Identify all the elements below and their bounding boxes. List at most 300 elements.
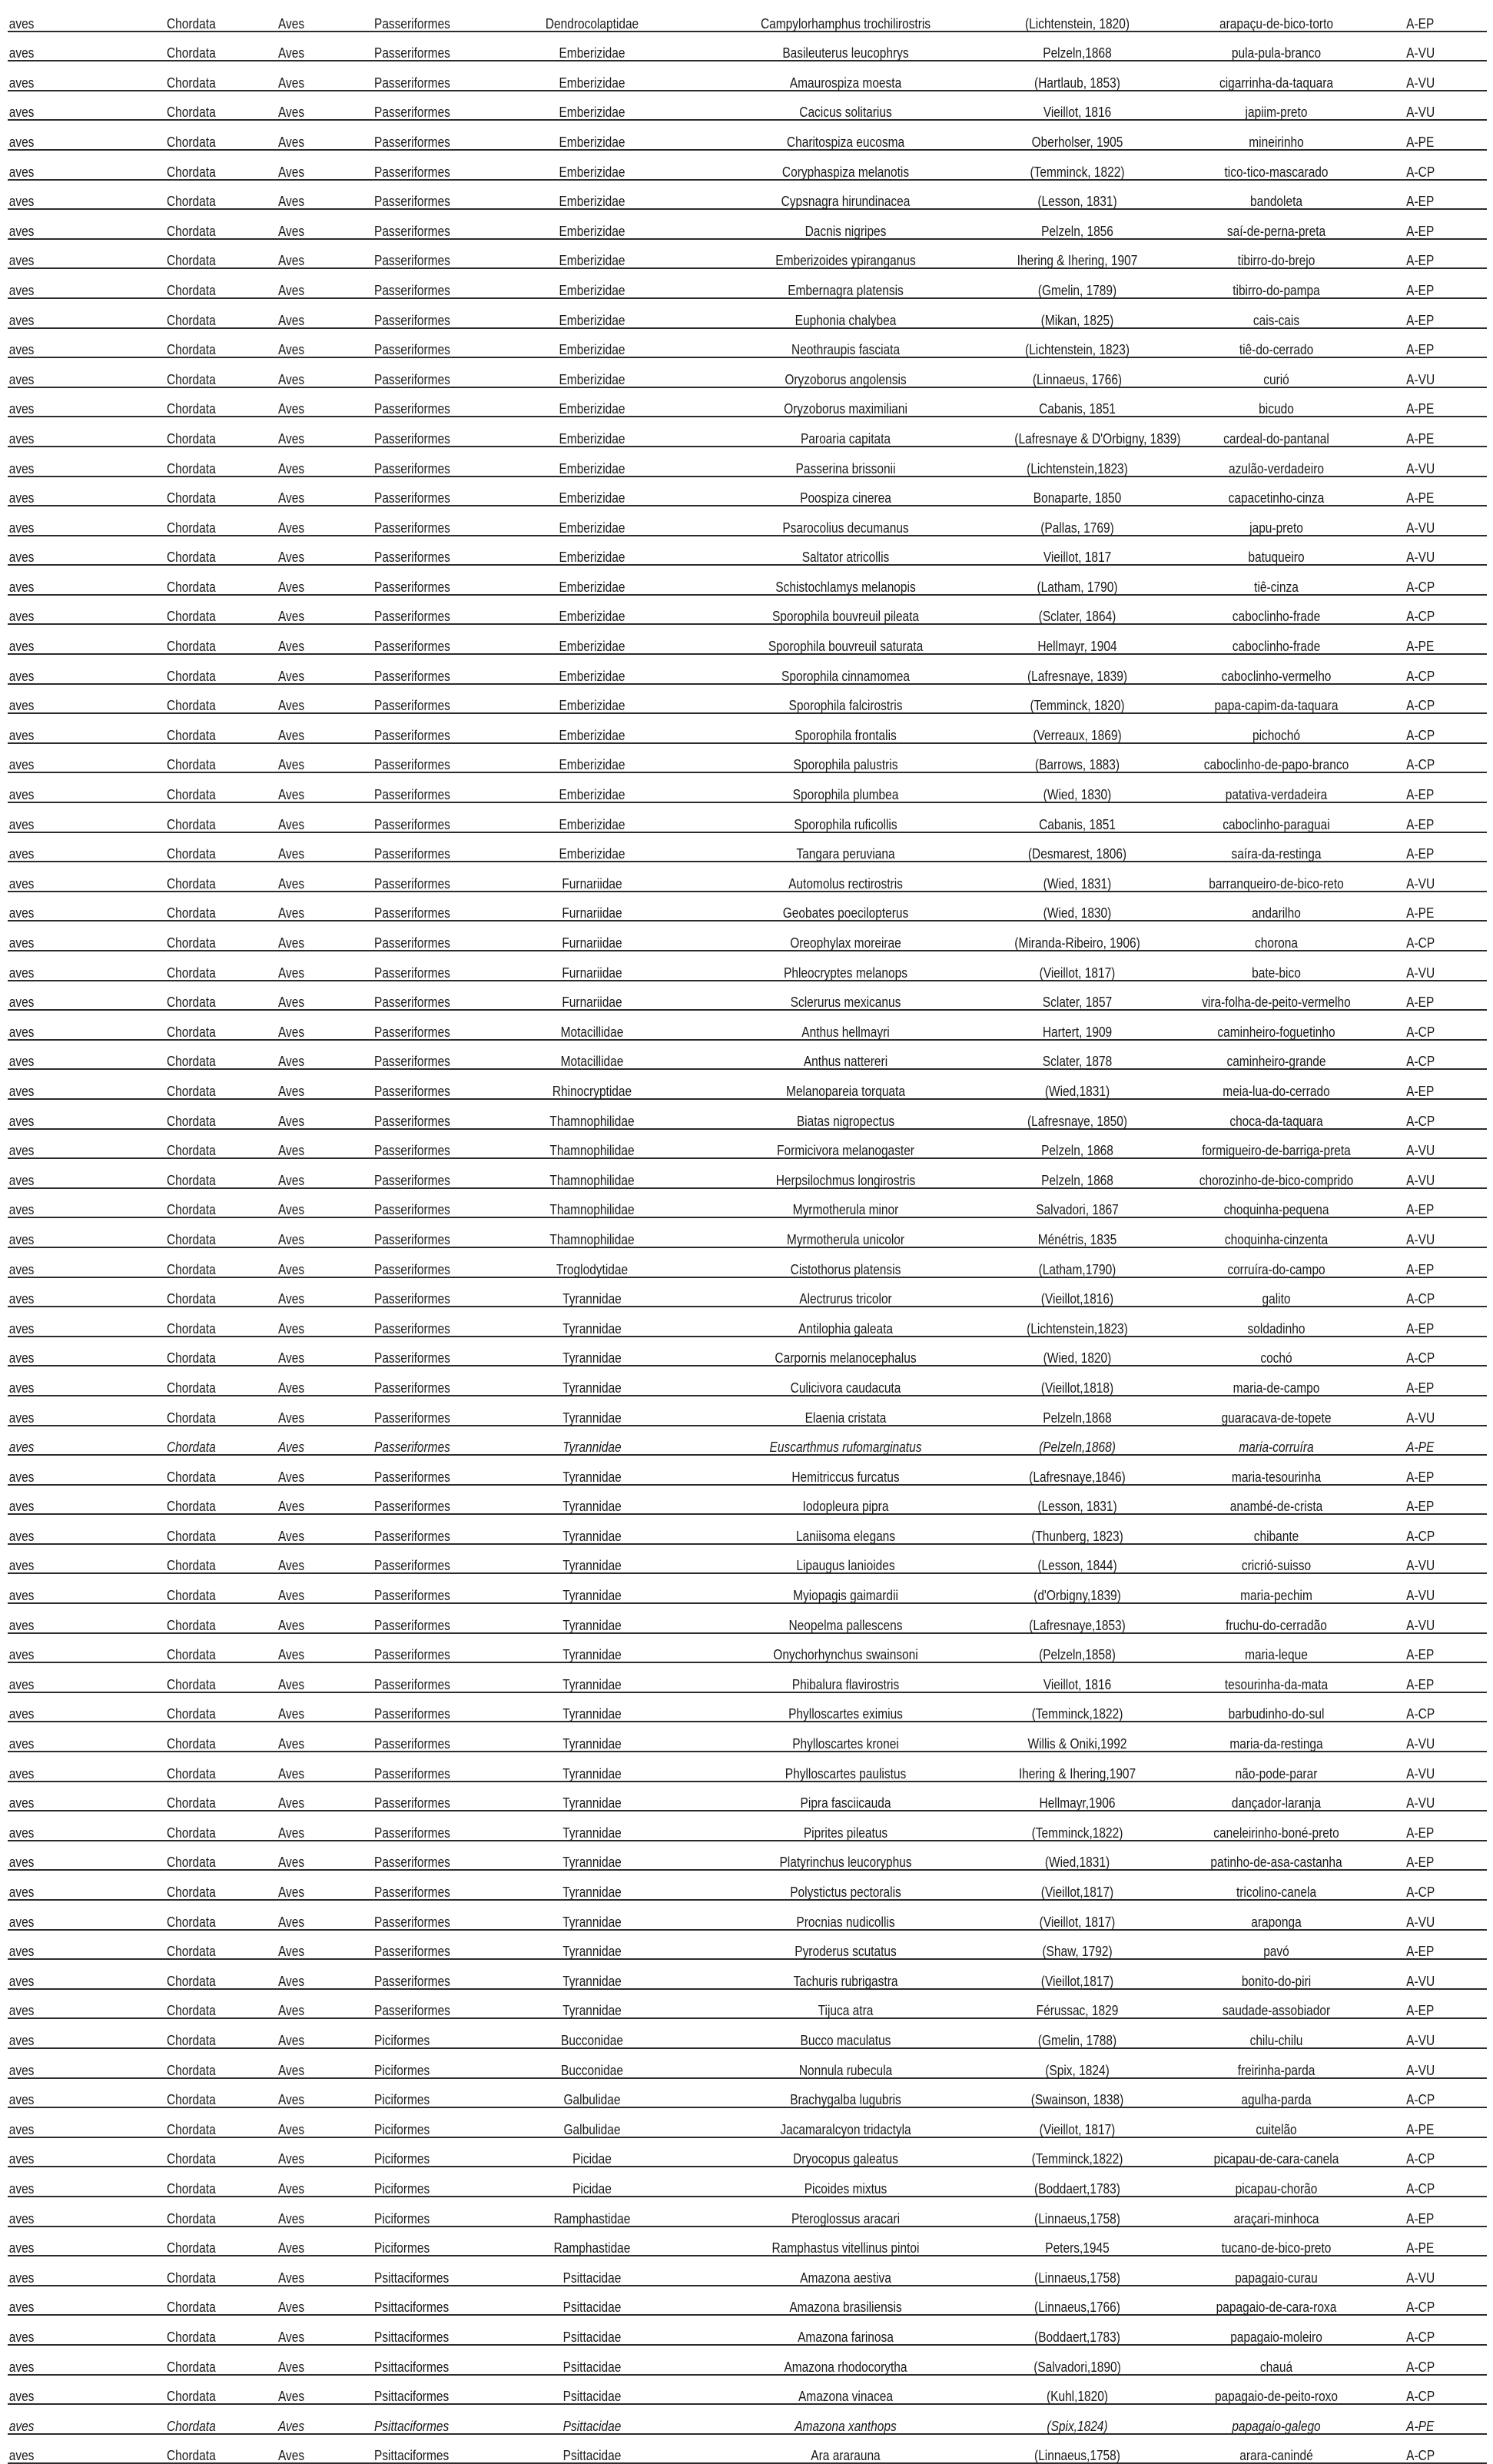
author-cell: (Lesson, 1831) (1014, 1485, 1140, 1515)
phylum-cell: Chordata (167, 684, 263, 714)
species-name-cell: Psarocolius decumanus (709, 506, 982, 536)
table-row (8, 1277, 1487, 1307)
phylum-cell: Chordata (167, 743, 263, 773)
kingdom-cell: aves (8, 772, 144, 802)
family-cell: Emberizidae (510, 32, 673, 61)
common-name-cell: choquinha-cinzenta (1168, 1217, 1385, 1247)
phylum-cell: Chordata (167, 2227, 263, 2256)
author-cell: (Pallas, 1769) (1014, 506, 1140, 536)
phylum-cell: Chordata (167, 1989, 263, 2019)
class-cell: Aves (278, 1307, 361, 1337)
status-cell: A-EP (1402, 209, 1475, 239)
common-name-cell: saíra-da-restinga (1168, 832, 1385, 862)
phylum-cell: Chordata (167, 1573, 263, 1603)
kingdom-cell: aves (8, 1188, 144, 1218)
phylum-cell: Chordata (167, 2048, 263, 2078)
class-cell: Aves (278, 1426, 361, 1456)
kingdom-cell: aves (8, 1633, 144, 1663)
family-cell: Tyrannidae (510, 1930, 673, 1960)
species-name-cell: Tijuca atra (709, 1989, 982, 2019)
species-name-cell: Iodopleura pipra (709, 1485, 982, 1515)
family-cell: Dendrocolaptidae (510, 2, 673, 32)
order-cell: Passeriformes (374, 565, 480, 595)
class-cell: Aves (278, 565, 361, 595)
phylum-cell: Chordata (167, 981, 263, 1011)
author-cell: (Lichtenstein,1823) (1014, 447, 1140, 477)
phylum-cell: Chordata (167, 2078, 263, 2108)
common-name-cell: pula-pula-branco (1168, 32, 1385, 61)
class-cell: Aves (278, 1337, 361, 1366)
kingdom-cell: aves (8, 2315, 144, 2345)
status-cell: A-PE (1402, 2227, 1475, 2256)
species-name-cell: Platyrinchus leucoryphus (709, 1841, 982, 1871)
table-row (8, 892, 1487, 922)
table-row (8, 1900, 1487, 1930)
common-name-cell: barranqueiro-de-bico-reto (1168, 862, 1385, 892)
common-name-cell: fruchu-do-cerradão (1168, 1603, 1385, 1633)
order-cell: Passeriformes (374, 1900, 480, 1930)
species-name-cell: Euphonia chalybea (709, 298, 982, 328)
family-cell: Emberizidae (510, 268, 673, 298)
table-row (8, 772, 1487, 802)
class-cell: Aves (278, 1662, 361, 1692)
author-cell: Hellmayr,1906 (1014, 1782, 1140, 1811)
kingdom-cell: aves (8, 2078, 144, 2108)
phylum-cell: Chordata (167, 1426, 263, 1456)
table-row (8, 1485, 1487, 1515)
phylum-cell: Chordata (167, 2256, 263, 2286)
status-cell: A-EP (1402, 2, 1475, 32)
kingdom-cell: aves (8, 1337, 144, 1366)
order-cell: Passeriformes (374, 120, 480, 150)
status-cell: A-CP (1402, 1010, 1475, 1040)
order-cell: Passeriformes (374, 180, 480, 210)
order-cell: Piciformes (374, 2137, 480, 2167)
species-name-cell: Sporophila cinnamomea (709, 654, 982, 684)
kingdom-cell: aves (8, 61, 144, 91)
author-cell: (Temminck,1822) (1014, 2137, 1140, 2167)
kingdom-cell: aves (8, 2018, 144, 2048)
class-cell: Aves (278, 1040, 361, 1070)
table-row (8, 2256, 1487, 2286)
family-cell: Psittacidae (510, 2286, 673, 2316)
order-cell: Passeriformes (374, 892, 480, 922)
common-name-cell: curió (1168, 357, 1385, 387)
species-name-cell: Pipra fasciicauda (709, 1782, 982, 1811)
phylum-cell: Chordata (167, 417, 263, 447)
class-cell: Aves (278, 268, 361, 298)
class-cell: Aves (278, 1959, 361, 1989)
common-name-cell: papagaio-curau (1168, 2256, 1385, 2286)
kingdom-cell: aves (8, 2167, 144, 2197)
species-name-cell: Cistothorus platensis (709, 1247, 982, 1277)
family-cell: Emberizidae (510, 298, 673, 328)
kingdom-cell: aves (8, 120, 144, 150)
common-name-cell: tiê-cinza (1168, 565, 1385, 595)
status-cell: A-CP (1402, 684, 1475, 714)
table-body (8, 2, 1487, 2463)
table-row (8, 2227, 1487, 2256)
status-cell: A-EP (1402, 802, 1475, 832)
common-name-cell: corruíra-do-campo (1168, 1247, 1385, 1277)
order-cell: Passeriformes (374, 209, 480, 239)
class-cell: Aves (278, 1366, 361, 1396)
status-cell: A-VU (1402, 447, 1475, 477)
status-cell: A-EP (1402, 1930, 1475, 1960)
species-name-cell: Emberizoides ypiranganus (709, 239, 982, 269)
class-cell: Aves (278, 32, 361, 61)
table-row (8, 862, 1487, 892)
family-cell: Psittacidae (510, 2345, 673, 2375)
family-cell: Emberizidae (510, 506, 673, 536)
kingdom-cell: aves (8, 2345, 144, 2375)
order-cell: Passeriformes (374, 951, 480, 981)
kingdom-cell: aves (8, 357, 144, 387)
common-name-cell: não-pode-parar (1168, 1752, 1385, 1782)
species-name-cell: Amazona farinosa (709, 2315, 982, 2345)
common-name-cell: arara-canindé (1168, 2434, 1385, 2464)
table-row (8, 2375, 1487, 2405)
order-cell: Passeriformes (374, 1099, 480, 1129)
status-cell: A-VU (1402, 506, 1475, 536)
table-row (8, 1959, 1487, 1989)
author-cell: (Verreaux, 1869) (1014, 713, 1140, 743)
family-cell: Emberizidae (510, 417, 673, 447)
species-name-cell: Automolus rectirostris (709, 862, 982, 892)
phylum-cell: Chordata (167, 1396, 263, 1426)
phylum-cell: Chordata (167, 862, 263, 892)
status-cell: A-VU (1402, 32, 1475, 61)
phylum-cell: Chordata (167, 2315, 263, 2345)
class-cell: Aves (278, 91, 361, 121)
species-name-cell: Paroaria capitata (709, 417, 982, 447)
family-cell: Psittacidae (510, 2375, 673, 2405)
phylum-cell: Chordata (167, 2, 263, 32)
table-row (8, 1040, 1487, 1070)
status-cell: A-EP (1402, 180, 1475, 210)
table-row (8, 150, 1487, 180)
kingdom-cell: aves (8, 654, 144, 684)
family-cell: Tyrannidae (510, 1307, 673, 1337)
status-cell: A-CP (1402, 743, 1475, 773)
kingdom-cell: aves (8, 1811, 144, 1841)
common-name-cell: tesourinha-da-mata (1168, 1662, 1385, 1692)
common-name-cell: vira-folha-de-peito-vermelho (1168, 981, 1385, 1011)
common-name-cell: papagaio-de-peito-roxo (1168, 2375, 1385, 2405)
status-cell: A-VU (1402, 1722, 1475, 1752)
author-cell: (Kuhl,1820) (1014, 2375, 1140, 2405)
common-name-cell: papagaio-moleiro (1168, 2315, 1385, 2345)
common-name-cell: bandoleta (1168, 180, 1385, 210)
author-cell: (Vieillot,1818) (1014, 1366, 1140, 1396)
phylum-cell: Chordata (167, 1692, 263, 1722)
author-cell: (Wied, 1830) (1014, 772, 1140, 802)
status-cell: A-CP (1402, 595, 1475, 625)
table-row (8, 1247, 1487, 1277)
order-cell: Passeriformes (374, 802, 480, 832)
class-cell: Aves (278, 1158, 361, 1188)
status-cell: A-CP (1402, 2137, 1475, 2167)
kingdom-cell: aves (8, 1692, 144, 1722)
order-cell: Passeriformes (374, 387, 480, 417)
table-row (8, 1396, 1487, 1426)
table-row (8, 1544, 1487, 1574)
table-row (8, 1722, 1487, 1752)
family-cell: Tyrannidae (510, 1544, 673, 1574)
phylum-cell: Chordata (167, 506, 263, 536)
kingdom-cell: aves (8, 1573, 144, 1603)
class-cell: Aves (278, 1544, 361, 1574)
kingdom-cell: aves (8, 2434, 144, 2464)
phylum-cell: Chordata (167, 565, 263, 595)
class-cell: Aves (278, 951, 361, 981)
family-cell: Thamnophilidae (510, 1129, 673, 1159)
status-cell: A-CP (1402, 2315, 1475, 2345)
kingdom-cell: aves (8, 1010, 144, 1040)
order-cell: Passeriformes (374, 1069, 480, 1099)
order-cell: Passeriformes (374, 506, 480, 536)
species-name-cell: Dryocopus galeatus (709, 2137, 982, 2167)
common-name-cell: tibirro-do-pampa (1168, 268, 1385, 298)
class-cell: Aves (278, 2078, 361, 2108)
kingdom-cell: aves (8, 298, 144, 328)
species-name-cell: Carpornis melanocephalus (709, 1337, 982, 1366)
species-name-cell: Phibalura flavirostris (709, 1662, 982, 1692)
kingdom-cell: aves (8, 1752, 144, 1782)
order-cell: Passeriformes (374, 1782, 480, 1811)
family-cell: Emberizidae (510, 180, 673, 210)
species-name-cell: Pteroglossus aracari (709, 2197, 982, 2227)
kingdom-cell: aves (8, 506, 144, 536)
class-cell: Aves (278, 150, 361, 180)
order-cell: Passeriformes (374, 1010, 480, 1040)
phylum-cell: Chordata (167, 1841, 263, 1871)
author-cell: (Latham, 1790) (1014, 565, 1140, 595)
author-cell: (Linnaeus, 1766) (1014, 357, 1140, 387)
family-cell: Picidae (510, 2167, 673, 2197)
order-cell: Passeriformes (374, 357, 480, 387)
table-row (8, 1069, 1487, 1099)
species-name-cell: Sporophila bouvreuil saturata (709, 624, 982, 654)
kingdom-cell: aves (8, 1900, 144, 1930)
common-name-cell: bonito-do-piri (1168, 1959, 1385, 1989)
class-cell: Aves (278, 239, 361, 269)
author-cell: Hartert, 1909 (1014, 1010, 1140, 1040)
class-cell: Aves (278, 1752, 361, 1782)
kingdom-cell: aves (8, 1040, 144, 1070)
class-cell: Aves (278, 1396, 361, 1426)
author-cell: (Wied, 1831) (1014, 862, 1140, 892)
author-cell: (Wied, 1830) (1014, 892, 1140, 922)
author-cell: Ménétris, 1835 (1014, 1217, 1140, 1247)
author-cell: (Vieillot, 1817) (1014, 2107, 1140, 2137)
table-row (8, 1099, 1487, 1129)
class-cell: Aves (278, 536, 361, 566)
class-cell: Aves (278, 1010, 361, 1040)
status-cell: A-CP (1402, 2078, 1475, 2108)
author-cell: (Pelzeln,1868) (1014, 1426, 1140, 1456)
kingdom-cell: aves (8, 2286, 144, 2316)
author-cell: Salvadori, 1867 (1014, 1188, 1140, 1218)
common-name-cell: capacetinho-cinza (1168, 477, 1385, 506)
kingdom-cell: aves (8, 2404, 144, 2434)
phylum-cell: Chordata (167, 268, 263, 298)
status-cell: A-CP (1402, 1277, 1475, 1307)
status-cell: A-PE (1402, 387, 1475, 417)
table-row (8, 1455, 1487, 1485)
table-row (8, 624, 1487, 654)
order-cell: Passeriformes (374, 298, 480, 328)
author-cell: Peters,1945 (1014, 2227, 1140, 2256)
order-cell: Passeriformes (374, 1366, 480, 1396)
common-name-cell: maria-de-campo (1168, 1366, 1385, 1396)
kingdom-cell: aves (8, 536, 144, 566)
order-cell: Passeriformes (374, 743, 480, 773)
table-row (8, 2167, 1487, 2197)
order-cell: Passeriformes (374, 624, 480, 654)
order-cell: Psittaciformes (374, 2345, 480, 2375)
phylum-cell: Chordata (167, 239, 263, 269)
common-name-cell: patinho-de-asa-castanha (1168, 1841, 1385, 1871)
common-name-cell: maria-tesourinha (1168, 1455, 1385, 1485)
author-cell: (Lafresnaye, 1839) (1014, 654, 1140, 684)
kingdom-cell: aves (8, 1426, 144, 1456)
common-name-cell: tibirro-do-brejo (1168, 239, 1385, 269)
class-cell: Aves (278, 2227, 361, 2256)
table-row (8, 298, 1487, 328)
species-name-cell: Phylloscartes eximius (709, 1692, 982, 1722)
kingdom-cell: aves (8, 328, 144, 358)
common-name-cell: araponga (1168, 1900, 1385, 1930)
family-cell: Emberizidae (510, 447, 673, 477)
order-cell: Passeriformes (374, 477, 480, 506)
class-cell: Aves (278, 120, 361, 150)
species-name-cell: Passerina brissonii (709, 447, 982, 477)
class-cell: Aves (278, 506, 361, 536)
species-name-cell: Jacamaralcyon tridactyla (709, 2107, 982, 2137)
family-cell: Tyrannidae (510, 1900, 673, 1930)
species-name-cell: Phylloscartes paulistus (709, 1752, 982, 1782)
class-cell: Aves (278, 417, 361, 447)
common-name-cell: japu-preto (1168, 506, 1385, 536)
kingdom-cell: aves (8, 209, 144, 239)
table-row (8, 2018, 1487, 2048)
species-name-cell: Geobates poecilopterus (709, 892, 982, 922)
table-row (8, 1841, 1487, 1871)
kingdom-cell: aves (8, 595, 144, 625)
common-name-cell: caminheiro-grande (1168, 1040, 1385, 1070)
family-cell: Emberizidae (510, 209, 673, 239)
class-cell: Aves (278, 1514, 361, 1544)
order-cell: Passeriformes (374, 1573, 480, 1603)
status-cell: A-EP (1402, 1188, 1475, 1218)
common-name-cell: papagaio-de-cara-roxa (1168, 2286, 1385, 2316)
species-name-cell: Tangara peruviana (709, 832, 982, 862)
common-name-cell: tricolino-canela (1168, 1870, 1385, 1900)
status-cell: A-VU (1402, 1573, 1475, 1603)
species-name-cell: Sporophila plumbea (709, 772, 982, 802)
order-cell: Piciformes (374, 2227, 480, 2256)
status-cell: A-EP (1402, 1069, 1475, 1099)
class-cell: Aves (278, 832, 361, 862)
class-cell: Aves (278, 1247, 361, 1277)
author-cell: (Wied, 1820) (1014, 1337, 1140, 1366)
species-name-cell: Basileuterus leucophrys (709, 32, 982, 61)
family-cell: Furnariidae (510, 981, 673, 1011)
table-row (8, 2137, 1487, 2167)
kingdom-cell: aves (8, 2227, 144, 2256)
phylum-cell: Chordata (167, 2404, 263, 2434)
family-cell: Galbulidae (510, 2078, 673, 2108)
author-cell: Vieillot, 1817 (1014, 536, 1140, 566)
common-name-cell: chorozinho-de-bico-comprido (1168, 1158, 1385, 1188)
species-name-cell: Brachygalba lugubris (709, 2078, 982, 2108)
phylum-cell: Chordata (167, 2375, 263, 2405)
common-name-cell: freirinha-parda (1168, 2048, 1385, 2078)
author-cell: (Gmelin, 1789) (1014, 268, 1140, 298)
kingdom-cell: aves (8, 981, 144, 1011)
kingdom-cell: aves (8, 1217, 144, 1247)
common-name-cell: caneleirinho-boné-preto (1168, 1811, 1385, 1841)
status-cell: A-PE (1402, 2404, 1475, 2434)
phylum-cell: Chordata (167, 1040, 263, 1070)
common-name-cell: maria-corruíra (1168, 1426, 1385, 1456)
status-cell: A-VU (1402, 1217, 1475, 1247)
table-row (8, 417, 1487, 447)
class-cell: Aves (278, 595, 361, 625)
kingdom-cell: aves (8, 32, 144, 61)
order-cell: Passeriformes (374, 417, 480, 447)
kingdom-cell: aves (8, 2256, 144, 2286)
family-cell: Galbulidae (510, 2107, 673, 2137)
phylum-cell: Chordata (167, 1337, 263, 1366)
class-cell: Aves (278, 2018, 361, 2048)
author-cell: (Lafresnaye & D'Orbigny, 1839) (1014, 417, 1140, 447)
class-cell: Aves (278, 2345, 361, 2375)
class-cell: Aves (278, 1277, 361, 1307)
class-cell: Aves (278, 357, 361, 387)
species-name-cell: Amazona aestiva (709, 2256, 982, 2286)
class-cell: Aves (278, 2404, 361, 2434)
family-cell: Emberizidae (510, 120, 673, 150)
phylum-cell: Chordata (167, 1099, 263, 1129)
species-name-cell: Elaenia cristata (709, 1396, 982, 1426)
family-cell: Emberizidae (510, 624, 673, 654)
table-row (8, 61, 1487, 91)
table-row (8, 2107, 1487, 2137)
family-cell: Tyrannidae (510, 1782, 673, 1811)
class-cell: Aves (278, 447, 361, 477)
common-name-cell: saudade-assobiador (1168, 1989, 1385, 2019)
common-name-cell: papa-capim-da-taquara (1168, 684, 1385, 714)
family-cell: Emberizidae (510, 239, 673, 269)
phylum-cell: Chordata (167, 1158, 263, 1188)
species-name-cell: Myiopagis gaimardii (709, 1573, 982, 1603)
common-name-cell: maria-da-restinga (1168, 1722, 1385, 1752)
table-row (8, 1217, 1487, 1247)
species-name-cell: Phylloscartes kronei (709, 1722, 982, 1752)
family-cell: Emberizidae (510, 654, 673, 684)
kingdom-cell: aves (8, 1099, 144, 1129)
class-cell: Aves (278, 298, 361, 328)
species-name-cell: Amazona rhodocorytha (709, 2345, 982, 2375)
family-cell: Psittacidae (510, 2315, 673, 2345)
table-row (8, 2315, 1487, 2345)
class-cell: Aves (278, 624, 361, 654)
class-cell: Aves (278, 477, 361, 506)
table-row (8, 209, 1487, 239)
table-row (8, 2078, 1487, 2108)
